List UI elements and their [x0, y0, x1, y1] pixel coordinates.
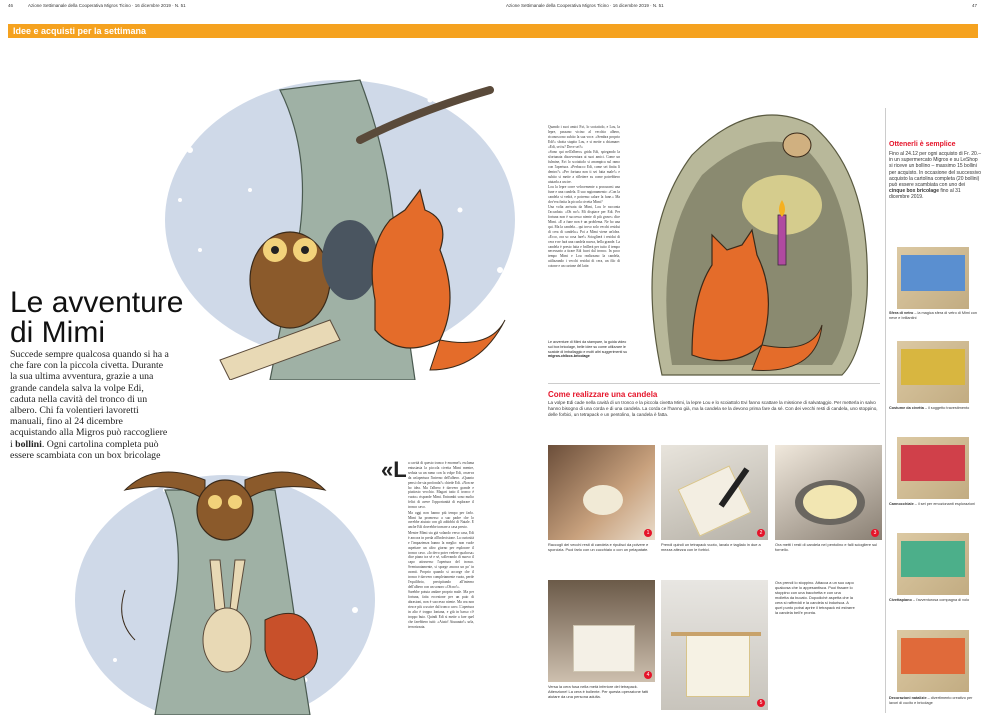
product-box-civettaplano	[897, 533, 969, 595]
page-number-right: 47	[972, 3, 978, 8]
step-caption-2: Prendi quindi un tetrapack vuoto, lavalo e taglialo in due a mezza altezza con le forbici.	[661, 542, 761, 552]
product-box-decorazioni	[897, 630, 969, 692]
step-photo-4	[548, 580, 655, 682]
page-number-left: 46	[8, 3, 14, 8]
sidebar-title: Ottenerli è semplice	[889, 141, 956, 148]
howto-title: Come realizzare una candela	[548, 390, 658, 399]
step-photo-5	[661, 580, 768, 710]
article-column-2: Quando i suoi amici Evi, lo scoiattolo, e Lou, la lepre, passano vicino al vecchio albero, riconoscono subito la sua voce. «Sembra proprio Edi!» sbotta stupito Lou, e si mette a chiamare: «Edi, sei tu? Dove sei?» «Sono qui nell'albero» grida Edi, spiegando la sfortunata disavventura ai suoi amici. Come un fulmine, Evi lo scoiattolo si arrampica sul ramo con l'apertura. «Perbacco Edi, come sei finita lì dentro?» «Per fortuna non ti sei fatta male!» e subito si mette a riflettere su come potrebbero aiutarla a uscire. Lou la lepre corre velocemente a procurarsi una fune e una candela. Il suo ragionamento: «Con la candela si vedrà, e potremo calare la fune.» Ma dov'era finita la piccola civetta Mimi? Una volta arrivata da Mimi, Lou le racconta l'accaduto. «Oh no!» Mi dispiace per Edi. Per fortuna non è successo niente di più grave» dice Mimi. «E a fune non è un problema. Ne ho una qui. Ma la candela... qui trovo solo vecchi residui di cera di candela.» Poi a Mimi viene un'idea. «Ecco, ora so cosa fare!» Scioglierà i residui di cera e ne farà una candela nuova, bella grande. La candela è presto fatta e brillerà per tutto il tempo necessario a tirare Edi fuori dal tronco. In poco tempo Mimi e Lou realizzano la candela, utilizzando i vecchi residui di cera, un filo di cotone e un cartone del latte.	[548, 125, 620, 269]
article-title: Le avventure di Mimi	[10, 286, 184, 349]
link-note: Le avventure di Mimi da stampare, la guida video sui box bricolage, belle idee su come utilizzare le scatole di imballaggio e molti altri suggerimenti su migros.ch/box-bricolage	[548, 340, 628, 359]
article-lede: Succede sempre qualcosa quando si ha a che fare con la piccola civetta. Durante la sua ultima avventura, grazie a una grande candela salva la volpe Edi, caduta nella cavità del tronco di un albero. Chi fa volentieri lavoretti manuali, fino al 24 dicembre acquistando alla Migros può raccogliere i bollini. Ogni cartolina completa può essere scambiata con un box bricolage	[10, 349, 169, 461]
running-head-right: Azione Settimanale della Cooperativa Migros Ticino · 16 dicembre 2019 · N. 51	[506, 3, 664, 8]
bricolage-link[interactable]: migros.ch/box-bricolage	[548, 354, 590, 359]
step-photo-3	[775, 445, 882, 540]
product-caption-decorazioni: Decorazioni natalizie – divertimento creativo per lavori di cucito e bricolage	[889, 696, 973, 705]
step-badge-1: 1	[644, 529, 652, 537]
step-photo-2	[661, 445, 768, 540]
step-photo-1	[548, 445, 655, 540]
howto-intro: La volpe Edi cade nella cavità di un tronco e la piccola civetta Mimi, la lepre Lou e lo scoiattolo Evi fanno scattare la missione di salvataggio. Per metterla in salvo hanno bisogno di una corda e di una candela. La corda ce l'hanno già, ma la candela se la devono prima fare da sé. Con dei vecchi resti di candela, uno stoppino, delle forbici, un tetrapack e un pentolino, la candela è fatta.	[548, 400, 878, 417]
step-badge-2: 2	[757, 529, 765, 537]
dropcap: «L	[381, 457, 407, 482]
running-head-left: Azione Settimanale della Cooperativa Migros Ticino · 16 dicembre 2019 · N. 51	[28, 3, 186, 8]
product-caption-cannocchiale: Cannocchiale – il set per emozionanti esplorazioni	[889, 502, 976, 506]
step-caption-1: Raccogli dei vecchi resti di candela e ripulisci da polvere e sporcizia. Puoi farlo con un cucchiaio o con un pelapatate.	[548, 542, 649, 552]
step-caption-4: Versa la cera fusa nella metà inferiore del tetrapack. Attenzione! La cera è bollente. Per questa operazione fatti aiutare da una persona adulta.	[548, 684, 649, 699]
product-caption-civetta: Costume da civetta – il soggetto travestimento	[889, 406, 970, 410]
howto-divider	[548, 383, 880, 384]
product-box-sfera	[897, 247, 969, 309]
step-badge-3: 3	[871, 529, 879, 537]
sidebar-text: Fino al 24.12 per ogni acquisto di Fr. 20.– in un supermercato Migros e su LeShop si riceve un bollino – massimo 15 bollini per acquisto. In occasione del successivo acquisto la cartolina completa (20 bollini) può essere scambiata con uno dei cinque box bricolage fino al 31 dicembre 2019.	[889, 151, 982, 201]
step-badge-5: 5	[757, 699, 765, 707]
article-column-1: a cavità di questo tronco è enorme!» esclama entusiasta la piccola civetta Mimi mentre, seduta su un ramo con la volpe Edi, osserva da un'apertura l'interno dell'albero. «Quanto pensi che sia profonda?» chiede Edi. «Non ne ho idea. Ma l'albero è davvero grande e piuttosto vecchio. Magari tutto il tronco è vuoto» risponde Mimi. Entrambi sono molto felici di avere l'opportunità di esplorare il tronco cavo. Ma oggi non hanno più tempo per farlo. Mimi ha promesso a suo padre che lo avrebbe aiutato con gli addobbi di Natale. E anche Edi dovrebbe tornare a casa presto. Mentre Mimi sta già volando verso casa, Edi è ancora in preda all'indecisione. La curiosità e l'impazienza hanno la meglio: non vuole aspettare un altro giorno per esplorare il tronco cavo. «Io devo poter vedere qualcosa» dice piano tra sé e sé, sollevando di nuovo il capo attraverso l'apertura del tronco. Sventuratamente, si sporge ancora un po' in avanti. Proprio quando si accorge che il tronco è davvero completamente vuoto, perde l'equilibrio, precipitando all'interno dell'albero con un sonoro «Oh no!». Sarebbe potuta andare proprio male. Ma per fortuna, fatta eccezione per un paio di abrasioni, non è successo niente. Ma ora non riesce più a uscire dal tronco cavo. L'apertura in alto è troppo lontana, e giù in basso c'è troppo buio. Quindi Edi si mette a fare quel che farebbero tutti: «Aiuto! Aiuuuuto!» urla, terrorizzata.	[408, 461, 474, 629]
illustration-owl-fox-tree	[160, 70, 530, 380]
product-caption-civettaplano: Civettapiano – l'avventurosa compagna di volo	[889, 598, 970, 602]
section-label: Idee e acquisti per la settimana	[13, 26, 147, 36]
step-5-instructions: Ora prendi lo stoppino. Attacca a un suo capo qualcosa che lo appesantisca. Puoi fissare lo stoppino con una bacchetta e con una molletta da bucato. Dopodiché aspetta che la cera si raffreddi e la candela si indurisca. A quel punto potrai aprire il tetrapack ed estrarre la candela bell'e pronta.	[775, 580, 855, 615]
illustration-owl-hare-squirrel	[75, 460, 385, 715]
illustration-fox-candle	[632, 95, 877, 380]
product-box-cannocchiale	[897, 437, 969, 499]
step-badge-4: 4	[644, 671, 652, 679]
product-caption-sfera: Sfera di vetro – la magica sfera di vetro di Mimi con neve e brillantini	[889, 311, 978, 320]
section-banner	[8, 24, 978, 38]
step-caption-3: Ora metti i resti di candela nel pentolino e falli sciogliere sul fornello.	[775, 542, 878, 552]
product-box-civetta	[897, 341, 969, 403]
